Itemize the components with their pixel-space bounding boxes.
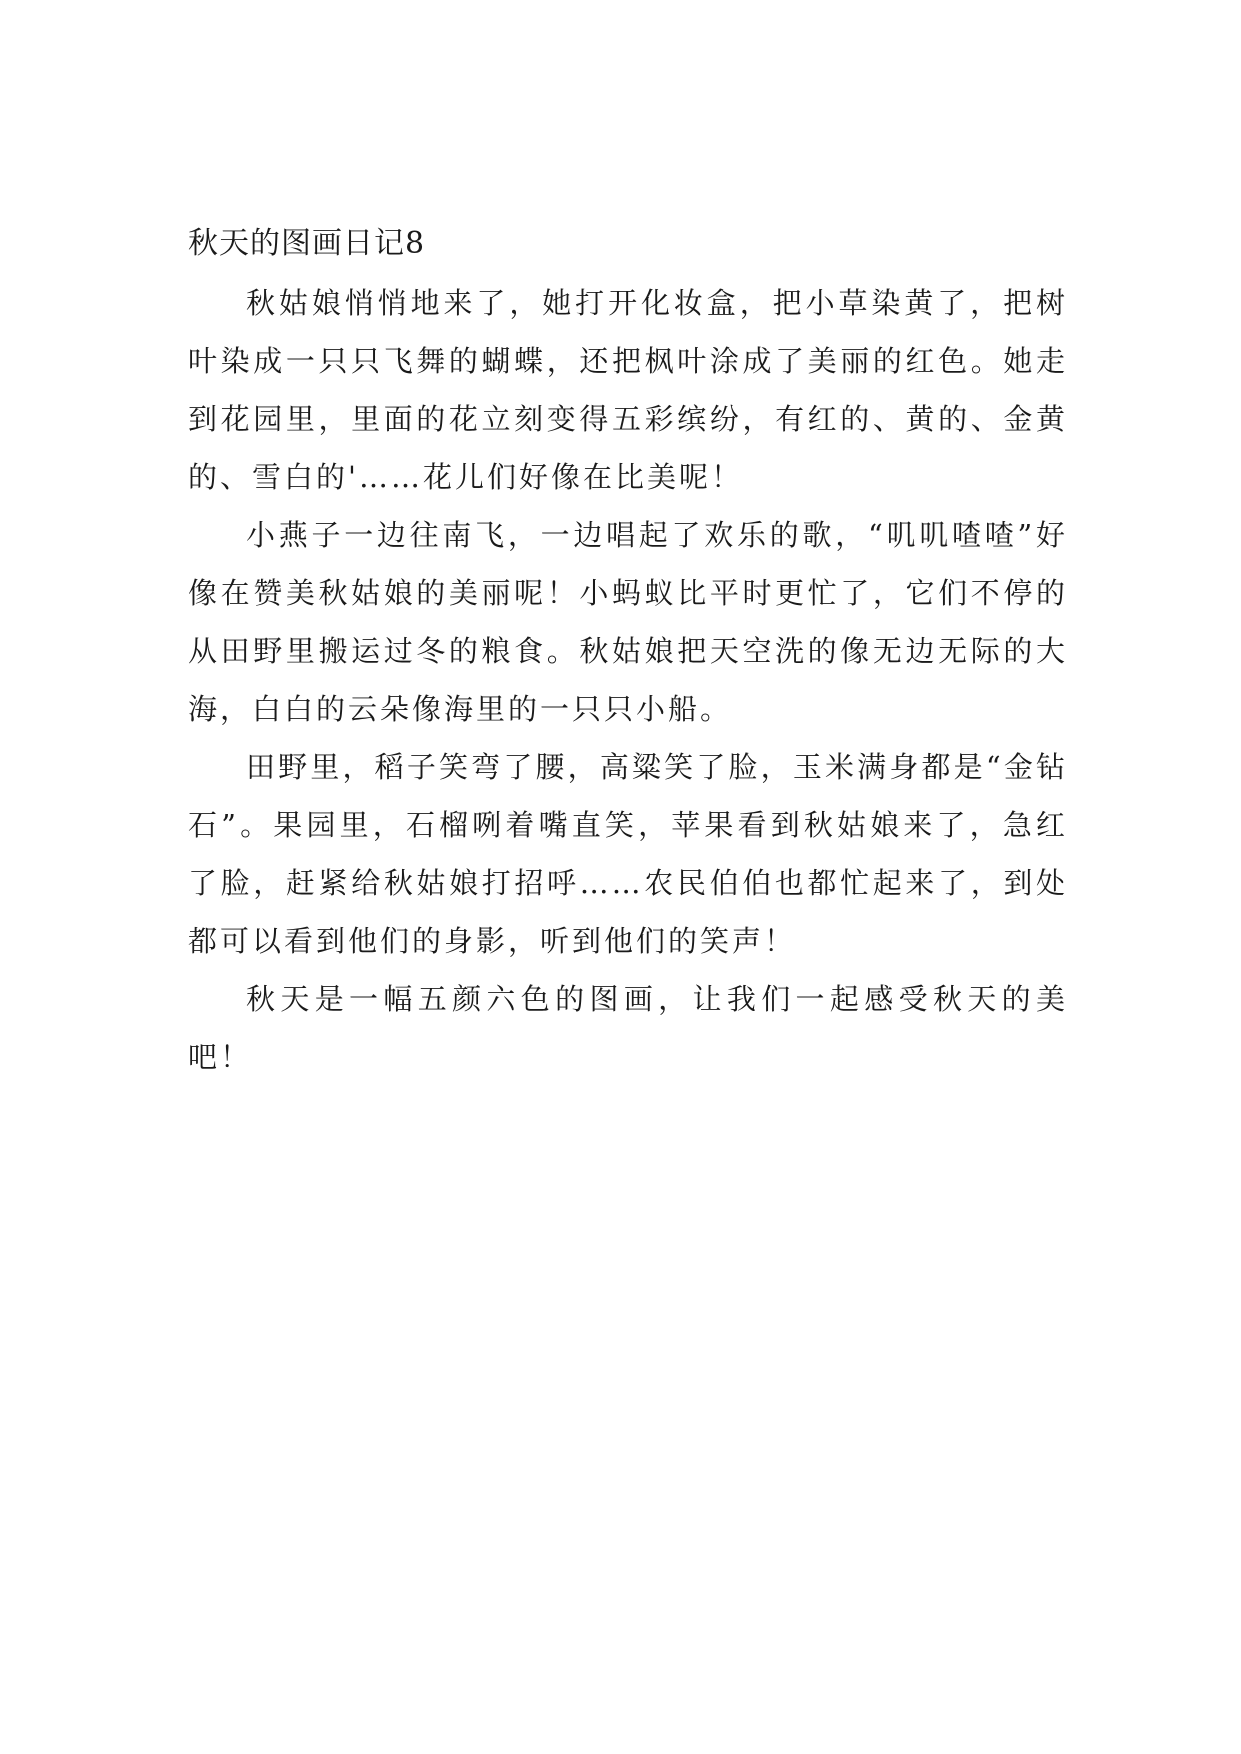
paragraph-4: 秋天是一幅五颜六色的图画，让我们一起感受秋天的美吧！	[188, 982, 1068, 1074]
document-title: 秋天的图画日记8	[188, 226, 426, 261]
paragraph-2: 小燕子一边往南飞，一边唱起了欢乐的歌，“叽叽喳喳”好像在赞美秋姑娘的美丽呢！小蚂蚁比平时更忙了，它们不停的从田野里搬运过冬的粮食。秋姑娘把天空洗的像无边无际的大海，白白的云朵像海里的一只只小船。	[188, 518, 1068, 726]
document-body	[188, 222, 1068, 1086]
paragraph-1: 秋姑娘悄悄地来了，她打开化妆盒，把小草染黄了，把树叶染成一只只飞舞的蝴蝶，还把枫叶涂成了美丽的红色。她走到花园里，里面的花立刻变得五彩缤纷，有红的、黄的、金黄的、雪白的'……花儿们好像在比美呢！	[188, 286, 1068, 494]
paragraph-3: 田野里，稻子笑弯了腰，高粱笑了脸，玉米满身都是“金钻石”。果园里，石榴咧着嘴直笑，苹果看到秋姑娘来了，急红了脸，赶紧给秋姑娘打招呼……农民伯伯也都忙起来了，到处都可以看到他们的身影，听到他们的笑声！	[188, 750, 1068, 958]
